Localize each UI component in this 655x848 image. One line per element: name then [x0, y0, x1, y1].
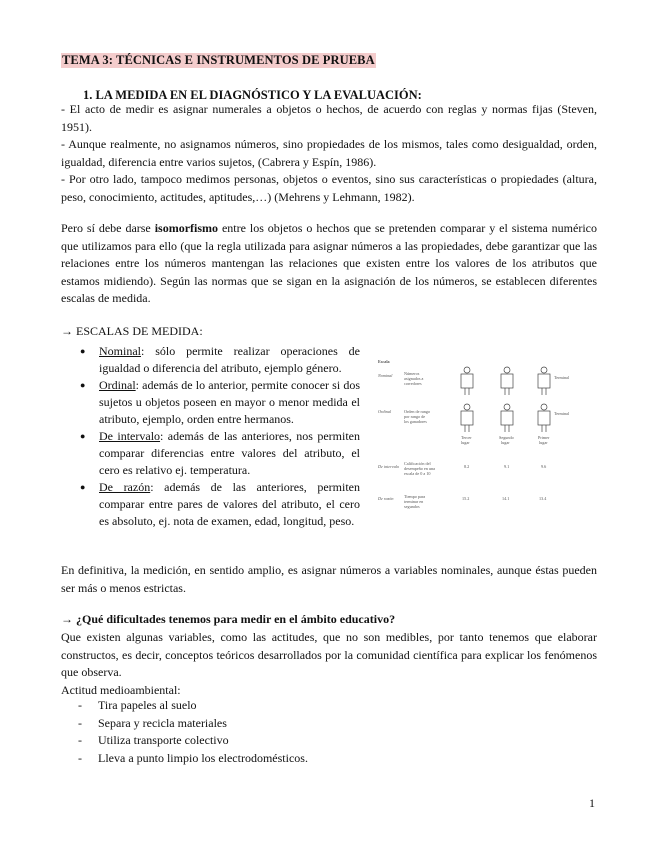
figure-scale-label: Nominal: [378, 373, 393, 378]
figure-desc: Calificación del: [404, 461, 431, 466]
place-label: Segundo: [499, 435, 514, 440]
scale-item-intervalo: [78, 428, 360, 479]
figure-desc: Números: [404, 371, 420, 376]
scale-item-razon: [78, 479, 360, 530]
figure-desc: terminar en: [404, 499, 424, 504]
figure-desc: por rango de: [404, 414, 426, 419]
figure-value: 13.4: [539, 496, 547, 501]
figure-extra: Terminal: [554, 375, 570, 380]
figure-header: Escala: [378, 359, 390, 364]
dificultades-paragraph: [61, 629, 597, 699]
scale-term: Nominal: [99, 344, 141, 358]
dificultades-text: Que existen algunas variables, como las actitudes, que no son medibles, por tanto tenemos que elaborar constructos, es decir, conceptos teóricos desarrollados por la comunidad científica para explicar los fenómenos que observa.: [61, 630, 597, 679]
scale-item-nominal: [78, 343, 360, 377]
figure-value: 15.2: [462, 496, 470, 501]
paragraph-text: Pero sí debe darse: [61, 221, 155, 235]
figure-desc: Orden de rango: [404, 409, 431, 414]
scale-term: Ordinal: [99, 378, 136, 392]
bold-term: isomorfismo: [154, 221, 219, 235]
scale-term: De intervalo: [99, 429, 161, 443]
list-item: - Separa y recicla materiales: [78, 715, 308, 733]
place-label: lugar: [501, 440, 510, 445]
definition-line: - El acto de medir es asignar numerales a objetos o hechos, de acuerdo con reglas y normas fijas (Steven, 1951).: [61, 102, 597, 134]
list-item: - Utiliza transporte colectivo: [78, 732, 308, 750]
figure-scale-label: Ordinal: [378, 409, 392, 414]
figure-scale-label: De intervalo: [378, 464, 400, 469]
actitud-label: Actitud medioambiental:: [61, 682, 181, 697]
list-item: - Lleva a punto limpio los electrodomésticos.: [78, 750, 308, 768]
place-label: lugar: [461, 440, 470, 445]
scale-item-ordinal: [78, 377, 360, 428]
definition-line: - Por otro lado, tampoco medimos personas, objetos o eventos, sino sus características o propiedades (altura, peso, conocimiento, actitudes, aptitudes,…) (Mehrens y Lehmann, 1982).: [61, 172, 597, 204]
figure-desc: los ganadores: [404, 419, 427, 424]
scale-desc: : sólo permite realizar operaciones de igualdad o diferencia del atributo, ejemplo género.: [99, 344, 360, 375]
runner-icon: [461, 367, 473, 395]
figure-desc: segundos: [404, 504, 420, 509]
document-title: TEMA 3: TÉCNICAS E INSTRUMENTOS DE PRUEBA: [62, 53, 375, 67]
runner-icon: [501, 367, 513, 395]
scale-desc: : además de las anteriores, nos permiten comparar diferencias entre valores del atributo, el cero es relativo ej. temperatura.: [99, 429, 360, 477]
conclusion-text: En definitiva, la medición, en sentido amplio, es asignar números a variables nominales, aunque éstas pueden ser más o menos estrictas.: [61, 563, 597, 595]
figure-desc: Tiempo para: [404, 494, 426, 499]
figure-desc: corredores: [404, 381, 422, 386]
isomorfismo-paragraph: [61, 220, 597, 308]
figure-desc: desempeño en una: [404, 466, 435, 471]
figure-scale-label: De razón: [378, 496, 394, 501]
figure-value: 14.1: [502, 496, 510, 501]
scales-figure: [374, 355, 574, 515]
conclusion-paragraph: [61, 562, 597, 597]
scale-desc: : además de las anteriores, permiten comparar entre pares de valores del atributo, el cero es absoluto, ej. nota de examen, edad, longitud, peso.: [99, 480, 361, 528]
figure-desc: escala de 0 a 10: [404, 471, 431, 476]
list-item: - Tira papeles al suelo: [78, 697, 308, 715]
section-heading-medida: 1. LA MEDIDA EN EL DIAGNÓSTICO Y LA EVALUACIÓN:: [83, 88, 422, 102]
paragraph-text: entre los objetos o hechos que se pretenden comparar y el sistema numérico que utilizamos para ello (que la regla utilizada para asignar números a las propiedades, debe garantizar que las relaciones entre los números mantengan las relaciones que existen entre los valores de los atributos que estamos midiendo). Según las normas que se sigan en la asignación de los números, se establecen diferentes escalas de medida.: [61, 221, 597, 305]
runner-icon: [461, 404, 473, 432]
scale-list: [78, 343, 360, 530]
place-label: Tercer: [461, 435, 472, 440]
figure-extra: Terminal: [554, 411, 570, 416]
definition-line: - Aunque realmente, no asignamos números, sino propiedades de los mismos, tales como desigualdad, orden, igualdad, diferencia entre varios sujetos, (Cabrera y Espín, 1986).: [61, 137, 597, 169]
page-number: 1: [589, 796, 595, 810]
actitud-list: [78, 697, 308, 767]
place-label: lugar: [539, 440, 548, 445]
runner-icon: [538, 404, 550, 432]
definitions-block: [61, 101, 597, 206]
escalas-heading: → ESCALAS DE MEDIDA:: [61, 324, 203, 338]
figure-desc: asignados a: [404, 376, 424, 381]
scale-desc: : además de lo anterior, permite conocer si dos sujetos u objetos poseen en mayor o menor medida el atributo, ejemplo, orden entre hermanos.: [99, 378, 360, 426]
scale-term: De razón: [99, 480, 151, 494]
figure-value: 9.1: [504, 464, 510, 469]
place-label: Primer: [538, 435, 550, 440]
figure-value: 8.2: [464, 464, 470, 469]
figure-value: 9.6: [541, 464, 547, 469]
section-heading-dificultades: → ¿Qué dificultades tenemos para medir en el ámbito educativo?: [61, 612, 396, 626]
runner-icon: [538, 367, 550, 395]
runner-icon: [501, 404, 513, 432]
